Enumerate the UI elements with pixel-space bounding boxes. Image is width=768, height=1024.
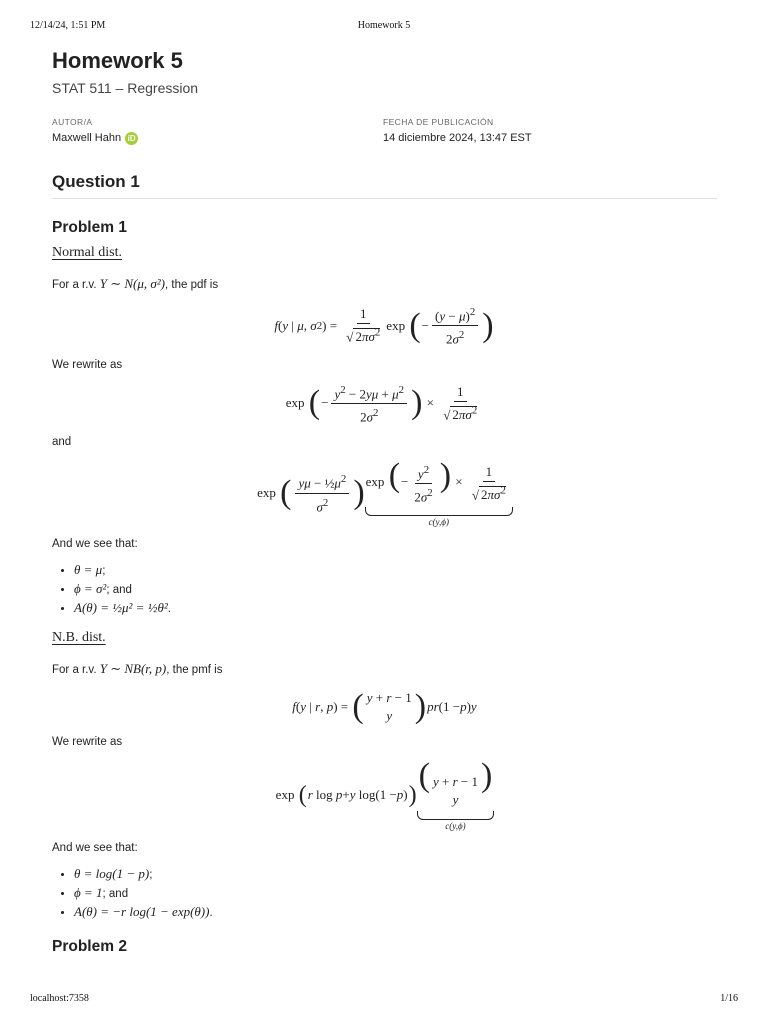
nb-rewrite-equation: exp ( r log p + y log(1 − p ) ) ( y + r − 1 y ) c(y,ϕ) — [275, 757, 493, 832]
normal-rewrite-equation: exp ( − $\frac{y^2 - 2y\mu + \mu^2}{2\sigma^2}$ ) × $\frac{1}{√ 2\pi\sigma^2}$ — [285, 383, 478, 425]
normal-intro-math: Y ∼ N(μ, σ²) — [99, 276, 166, 291]
bullet-text: ; — [102, 565, 106, 578]
bullet-math: θ = μ — [74, 562, 103, 578]
list-item — [74, 561, 717, 580]
nb-rewrite-text: We rewrite as — [52, 736, 123, 749]
page-subtitle: STAT 511 – Regression — [52, 80, 199, 96]
nb-intro-pre: For a r.v. — [52, 664, 100, 677]
print-header — [30, 20, 738, 34]
bullet-text: ; and — [106, 584, 132, 597]
question-1-heading: Question 1 — [52, 172, 717, 199]
print-doc-title: Homework 5 — [357, 20, 411, 31]
list-item — [74, 903, 717, 922]
print-url: localhost:7358 — [30, 993, 89, 1004]
bullet-text: ; — [149, 869, 153, 882]
print-datetime: 12/14/24, 1:51 PM — [30, 20, 106, 31]
author-label: AUTOR/A — [52, 117, 93, 127]
bullet-math: A(θ) = ½μ² = ½θ² — [74, 600, 168, 616]
nb-brace-label: c(y,ϕ) — [445, 821, 466, 832]
title-meta — [52, 116, 717, 156]
author-row — [52, 130, 138, 146]
list-item — [74, 599, 717, 618]
list-item — [74, 884, 717, 903]
bullet-text: ; and — [102, 888, 129, 901]
document — [52, 46, 717, 958]
author-block — [52, 116, 138, 146]
bullet-text: . — [209, 907, 213, 920]
print-footer — [30, 993, 738, 1007]
normal-pdf-equation: f ( y | μ , σ 2 ) = $\frac{1}{√ 2\pi\sigma^2}$ exp ( − $\frac{(y - \mu)^2}{2\sigma^2}$ ) — [274, 306, 494, 347]
normal-intro — [52, 275, 717, 294]
nb-intro-math: Y ∼ NB(r, p) — [99, 661, 167, 677]
nb-dist-label: N.B. dist. — [52, 630, 106, 646]
nb-see-text: And we see that: — [52, 842, 138, 855]
nb-results-list — [52, 865, 717, 922]
nb-intro-post: , the pmf is — [166, 664, 223, 677]
normal-intro-pre: For a r.v. — [52, 279, 100, 291]
page-title: Homework 5 — [52, 48, 183, 73]
date-block — [383, 116, 532, 146]
list-item — [74, 865, 717, 884]
list-item — [74, 580, 717, 599]
normal-see-text: And we see that: — [52, 538, 138, 551]
publish-date: 14 diciembre 2024, 13:47 EST — [383, 132, 532, 144]
problem-1-heading: Problem 1 — [52, 219, 127, 236]
bullet-math: ϕ = 1 — [74, 885, 103, 901]
date-label: FECHA DE PUBLICACIÓN — [383, 117, 494, 127]
print-page-number: 1/16 — [720, 993, 738, 1004]
normal-rewrite-text: We rewrite as — [52, 358, 123, 371]
normal-underbrace: exp (− $\frac{y^2}{2\sigma^2}$ ) × $\frac{1}{√ 2\pi\sigma^2}$ c(y,ϕ) — [366, 459, 512, 527]
normal-exp-family-equation: exp ( $\frac{y\mu - \frac{1}{2}\mu^2}{\sigma^2}$ ) exp (− $\frac{y^2}{2\sigma^2}$ ) × $\frac{1}{√ 2\pi\sigma^2}$ c(y,ϕ) — [52, 459, 717, 527]
author-name: Maxwell Hahn — [52, 132, 122, 144]
problem-2-heading: Problem 2 — [52, 938, 127, 956]
normal-dist-label: Normal dist. — [52, 245, 122, 260]
nb-pmf-equation: f ( y | r , p ) = ( y + r − 1 y ) p r (1 − p ) y — [292, 688, 477, 726]
normal-and-text: and — [52, 436, 72, 449]
nb-intro — [52, 660, 717, 679]
nb-underbrace: ( y + r − 1 y ) c(y,ϕ) — [418, 757, 493, 832]
bullet-math: θ = log(1 − p) — [74, 866, 150, 882]
normal-results-list — [52, 561, 717, 618]
bullet-math: A(θ) = −r log(1 − exp(θ)) — [74, 904, 210, 920]
bullet-text: . — [167, 603, 171, 616]
normal-intro-post: , the pdf is — [165, 279, 219, 291]
normal-brace-label: c(y,ϕ) — [428, 517, 449, 528]
bullet-math: ϕ = σ² — [74, 581, 107, 597]
orcid-icon[interactable]: iD — [125, 132, 138, 145]
